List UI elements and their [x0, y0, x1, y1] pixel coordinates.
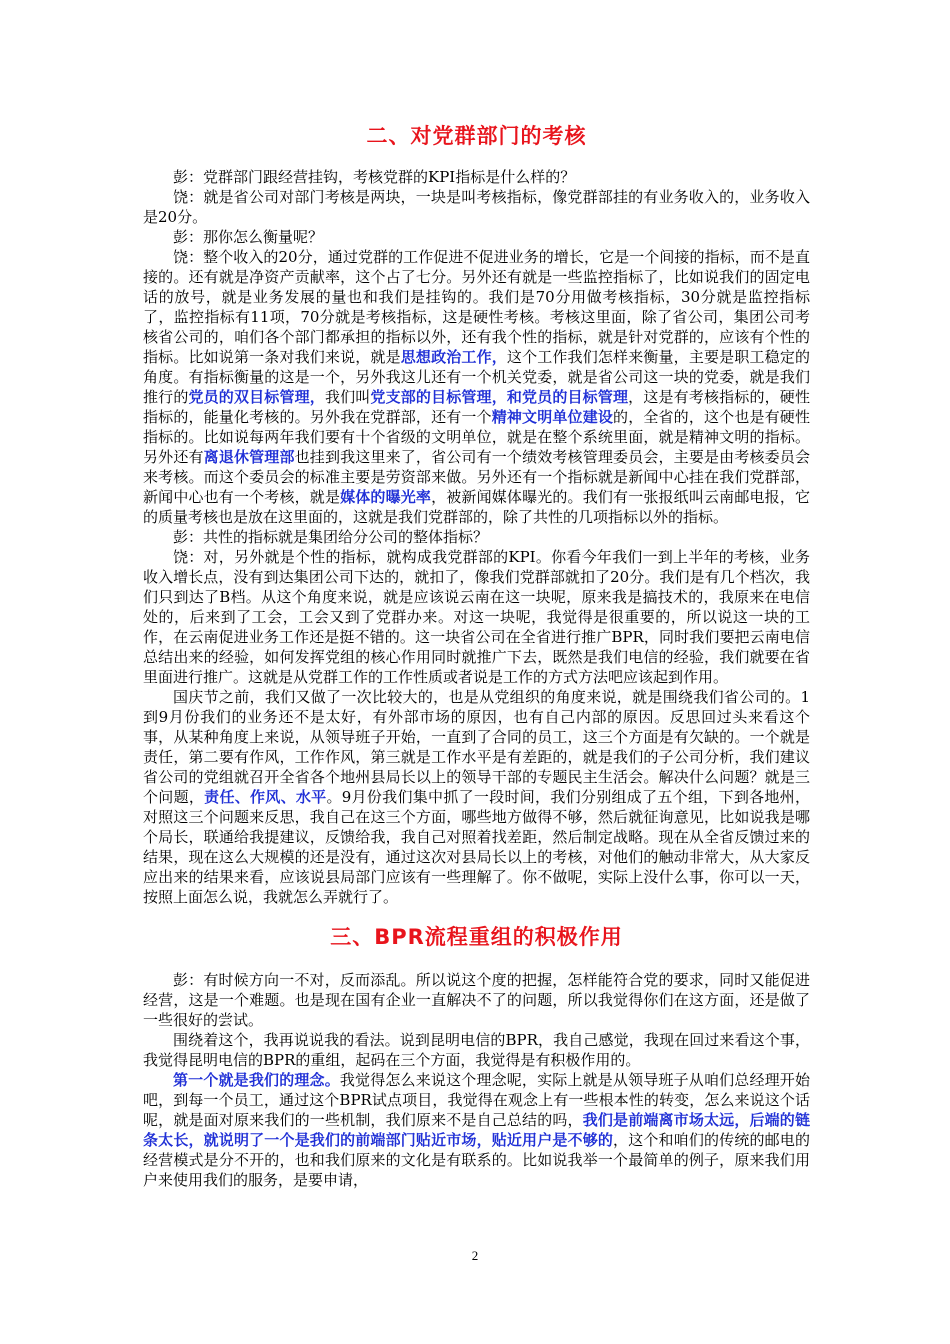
paragraph: 彭：那你怎么衡量呢？	[173, 228, 324, 246]
highlight: 思想政治工作，	[400, 348, 507, 366]
highlight: 媒体的曝光率	[340, 488, 432, 506]
paragraph: 饶：整个收入的20分，通过党群的工作促进不促进业务的增长，它是一个间接的指标，而不是直接的。还有就是净资产贡献率，这个占了七分。另外还有就是一些监控指标了，比如说我们的固定电话的放号，就是业务发展的量也和我们是挂钩的。我们是70分用做考核指标，30分就是监控指标了，监控指标有11项，70分就是考核指标，这是硬性考核。考核这里面，除了省公司，集团公司考核省公司的，咱们各个部门都承担的指标以外，还有我个性的指标，就是针对党群的，应该有个性的指标。比如说第一条对我们来说，就是思想政治工作，这个工作我们怎样来衡量，主要是职工稳定的角度。有指标衡量的这是一个，另外我这儿还有一个机关党委，就是省公司这一块的党委，就是我们推行的党员的双目标管理，我们叫党支部的目标管理，和党员的目标管理，这是有考核指标的，硬性指标的，能量化考核的。另外我在党群部，还有一个精神文明单位建设的，全省的，这个也是有硬性指标的。比如说每两年我们要有十个省级的文明单位，就是在整个系统里面，就是精神文明的指标。另外还有离退休管理部也挂到我这里来了，省公司有一个绩效考核管理委员会，主要是由考核委员会来考核。而这个委员会的标准主要是劳资部来做。另外还有一个指标就是新闻中心挂在我们党群部，新闻中心也有一个考核，就是媒体的曝光率，被新闻媒体曝光的。我们有一张报纸叫云南邮电报，它的质量考核也是放在这里面的，这就是我们党群部的，除了共性的几项指标以外的指标。	[143, 248, 810, 526]
highlight: 责任、作风、水平	[204, 788, 327, 806]
highlight: 我们是前端离市场太远，后端的链条太长，就说明了一个是我们的前端部门贴近市场，贴近用户是不够的	[143, 1111, 810, 1149]
section-2-heading: 二、对党群部门的考核	[366, 124, 587, 148]
paragraph: 彭：共性的指标就是集团给分公司的整体指标？	[173, 528, 489, 546]
highlight: 精神文明单位建设	[491, 408, 614, 426]
paragraph: 饶：就是省公司对部门考核是两块，一块是叫考核指标，像党群部挂的有业务收入的，业务收入是20分。	[143, 188, 810, 226]
paragraph: 第一个就是我们的理念。我觉得怎么来说这个理念呢，实际上就是从领导班子从咱们总经理开始吧，到每一个员工，通过这个BPR试点项目，我觉得在观念上有一些根本性的转变，怎么来说这个话呢，就是面对原来我们的一些机制，我们原来不是自己总结的吗，我们是前端离市场太远，后端的链条太长，就说明了一个是我们的前端部门贴近市场，贴近用户是不够的，这个和咱们的传统的邮电的经营模式是分不开的，也和我们原来的文化是有联系的。比如说我举一个最简单的例子，原来我们用户来使用我们的服务，是要申请，	[143, 1071, 810, 1189]
paragraph: 彭：党群部门跟经营挂钩，考核党群的KPI指标是什么样的？	[173, 168, 576, 186]
document-page	[143, 110, 810, 1190]
highlight: 离退休管理部	[203, 448, 295, 466]
paragraph: 国庆节之前，我们又做了一次比较大的，也是从党组织的角度来说，就是围绕我们省公司的。1到9月份我们的业务还不是太好，有外部市场的原因，也有自己内部的原因。反思回过头来看这个事，从某种角度上来说，从领导班子开始，一直到了合同的员工，这三个方面是有欠缺的。一个就是责任，第二要有作风，工作作风，第三就是工作水平是有差距的，就是我们的子公司分析，我们建议省公司的党组就召开全省各个地州县局长以上的领导干部的专题民主生活会。解决什么问题？就是三个问题，责任、作风、水平。9月份我们集中抓了一段时间，我们分别组成了五个组，下到各地州，对照这三个问题来反思，我自己在这三个方面，哪些地方做得不够，然后就征询意见，比如说我是哪个局长，联通给我提建议，反馈给我，我自己对照着找差距，然后制定战略。现在从全省反馈过来的结果，现在这么大规模的还是没有，通过这次对县局长以上的考核，对他们的触动非常大，从大家反应出来的结果来看，应该说县局部门应该有一些理解了。你不做呢，实际上没什么事，你可以一天，按照上面怎么说，我就怎么弄就行了。	[143, 688, 810, 906]
paragraph: 彭：有时候方向一不对，反而添乱。所以说这个度的把握，怎样能符合党的要求，同时又能促进经营，这是一个难题。也是现在国有企业一直解决不了的问题，所以我觉得你们在这方面，还是做了一些很好的尝试。	[143, 971, 810, 1029]
page-number: 2	[471, 1248, 479, 1263]
paragraph: 饶：对，另外就是个性的指标，就构成我党群部的KPI。你看今年我们一到上半年的考核，业务收入增长点，没有到达集团公司下达的，就扣了，像我们党群部就扣了20分。我们是有几个档次，我们只到达了B档。从这个角度来说，就是应该说云南在这一块呢，原来我是搞技术的，我原来在电信处的，后来到了工会，工会又到了党群办来。对这一块呢，我觉得是很重要的，所以说这一块的工作，在云南促进业务工作还是挺不错的。这一块省公司在全省进行推广BPR，同时我们要把云南电信总结出来的经验，如何发挥党组的核心作用同时就推广下去，既然是我们电信的经验，我们就要在省里面进行推广。这就是从党群工作的工作性质或者说是工作的方式方法吧应该起到作用。	[143, 548, 810, 686]
section-3-heading: 三、BPR流程重组的积极作用	[330, 925, 623, 949]
highlight: 党员的双目标管理，	[188, 388, 325, 406]
paragraph: 围绕着这个，我再说说我的看法。说到昆明电信的BPR，我自己感觉，我现在回过来看这个事，我觉得昆明电信的BPR的重组，起码在三个方面，我觉得是有积极作用的。	[143, 1031, 810, 1069]
highlight: 党支部的目标管理，和党员的目标管理	[370, 388, 629, 406]
highlight: 第一个就是我们的理念。	[173, 1071, 340, 1089]
